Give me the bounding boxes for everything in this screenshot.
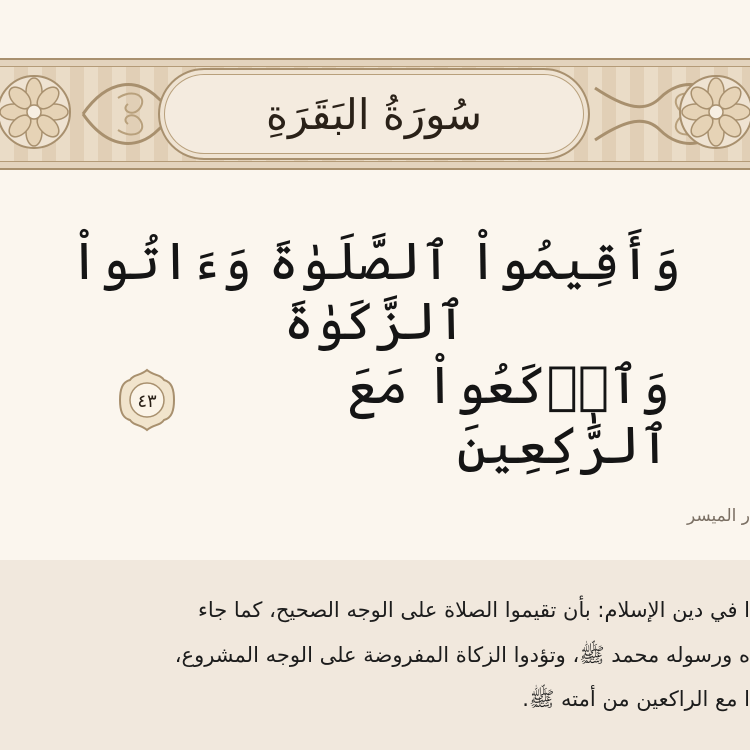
rosette-ornament-icon (0, 72, 74, 152)
rosette-ornament-icon (676, 72, 750, 152)
ayah-number: ٤٣ (137, 391, 157, 412)
surah-title: سُورَةُ البَقَرَةِ (265, 89, 483, 139)
verse-line-2: وَٱرۡكَعُواْ مَعَ ٱلرَّٰكِعِينَ (347, 356, 670, 476)
verse-line-1: وَأَقِيمُواْ ٱلصَّلَوٰةَ وَءَاتُواْ ٱلزَّكَوٰةَ (69, 232, 681, 352)
tafsir-line-3: ا مع الراكعين من أمته ﷺ. (522, 687, 750, 711)
tafsir-line-1: ا في دين الإسلام: بأن تقيموا الصلاة على الوجه الصحيح، كما جاء (197, 598, 750, 622)
tafsir-source-label: ر الميسر (686, 506, 750, 526)
tafsir-line-2: ه ورسوله محمد ﷺ، وتؤدوا الزكاة المفروضة على الوجه المشروع، (174, 643, 750, 667)
ayah-number-marker-icon (116, 368, 178, 432)
